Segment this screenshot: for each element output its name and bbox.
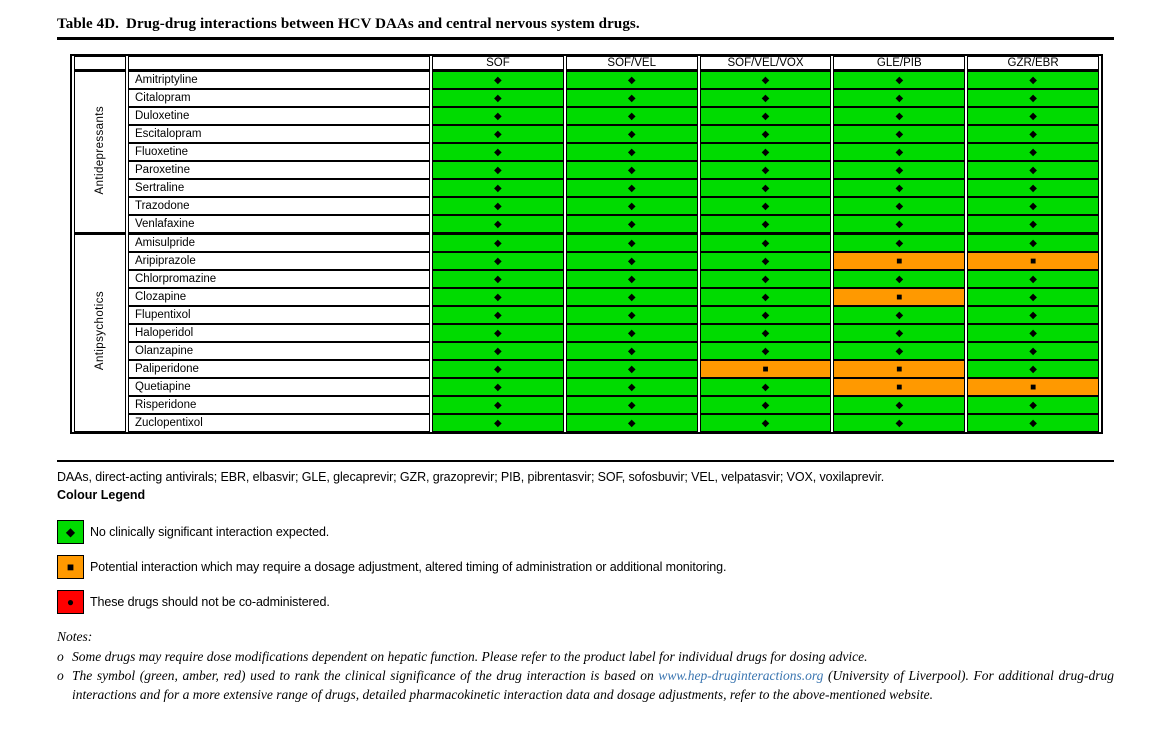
diamond-icon: ◆ bbox=[494, 182, 502, 194]
diamond-icon: ◆ bbox=[494, 255, 502, 267]
interaction-cell-green bbox=[700, 143, 832, 161]
interaction-cell-green bbox=[700, 179, 832, 197]
interaction-cell-amber bbox=[833, 288, 965, 306]
group-label-text: Antidepressants bbox=[94, 105, 106, 195]
interaction-cell-green bbox=[566, 143, 698, 161]
diamond-icon: ◆ bbox=[494, 200, 502, 212]
interaction-cell-green bbox=[566, 324, 698, 342]
diamond-icon: ◆ bbox=[761, 200, 770, 212]
drug-row bbox=[74, 125, 1099, 143]
diamond-icon: ◆ bbox=[494, 110, 502, 122]
diamond-icon: ◆ bbox=[627, 128, 636, 140]
notes-section bbox=[57, 627, 1114, 704]
interaction-cell-green bbox=[432, 125, 564, 143]
interaction-cell-green bbox=[432, 143, 564, 161]
header-row bbox=[74, 56, 1099, 71]
interaction-cell-green bbox=[967, 161, 1099, 179]
diamond-icon: ◆ bbox=[761, 291, 770, 303]
drug-row bbox=[74, 414, 1099, 432]
diamond-icon: ◆ bbox=[494, 381, 502, 393]
interaction-cell-green bbox=[833, 71, 965, 89]
interaction-cell-green bbox=[566, 396, 698, 414]
diamond-icon: ◆ bbox=[1029, 74, 1037, 86]
column-header-sof: SOF bbox=[432, 56, 564, 71]
interaction-cell-green bbox=[967, 143, 1099, 161]
corner-cell bbox=[74, 56, 126, 71]
interaction-cell-green bbox=[967, 342, 1099, 360]
diamond-icon: ◆ bbox=[761, 417, 770, 429]
interaction-cell-green bbox=[833, 197, 965, 215]
drug-name-cell: Escitalopram bbox=[128, 125, 430, 143]
diamond-icon: ◆ bbox=[895, 74, 904, 86]
column-header-sof-vel: SOF/VEL bbox=[566, 56, 698, 71]
interaction-cell-green bbox=[700, 125, 832, 143]
interaction-cell-green bbox=[432, 306, 564, 324]
group-label-text: Antipsychotics bbox=[94, 291, 106, 371]
interaction-cell-green bbox=[432, 215, 564, 233]
colour-legend bbox=[57, 520, 1114, 614]
diamond-icon: ◆ bbox=[761, 74, 770, 86]
diamond-icon: ◆ bbox=[1029, 164, 1037, 176]
diamond-icon: ◆ bbox=[1029, 237, 1037, 249]
diamond-icon: ◆ bbox=[761, 345, 770, 357]
interaction-cell-green bbox=[432, 71, 564, 89]
interaction-cell-green bbox=[700, 270, 832, 288]
drug-row bbox=[74, 360, 1099, 378]
drug-row bbox=[74, 252, 1099, 270]
diamond-icon: ◆ bbox=[494, 92, 502, 104]
diamond-icon: ◆ bbox=[1029, 327, 1037, 339]
interaction-cell-green bbox=[566, 215, 698, 233]
drug-row bbox=[74, 197, 1099, 215]
interaction-cell-green bbox=[566, 233, 698, 252]
diamond-icon: ◆ bbox=[1029, 200, 1037, 212]
diamond-icon: ◆ bbox=[895, 218, 904, 230]
interaction-cell-green bbox=[700, 378, 832, 396]
interaction-cell-green bbox=[967, 125, 1099, 143]
legend-swatch-green bbox=[57, 520, 84, 544]
interaction-cell-amber bbox=[967, 378, 1099, 396]
diamond-icon: ◆ bbox=[627, 327, 636, 339]
interaction-cell-green bbox=[967, 324, 1099, 342]
interaction-cell-green bbox=[833, 125, 965, 143]
interaction-cell-amber bbox=[833, 378, 965, 396]
interaction-cell-green bbox=[432, 107, 564, 125]
interaction-cell-green bbox=[833, 179, 965, 197]
drug-name-cell: Risperidone bbox=[128, 396, 430, 414]
diamond-icon: ◆ bbox=[895, 309, 904, 321]
interaction-cell-green bbox=[432, 252, 564, 270]
diamond-icon: ◆ bbox=[627, 74, 636, 86]
column-header-gle-pib: GLE/PIB bbox=[833, 56, 965, 71]
interaction-cell-green bbox=[566, 107, 698, 125]
diamond-icon: ◆ bbox=[761, 255, 770, 267]
interaction-cell-green bbox=[833, 414, 965, 432]
drug-row bbox=[74, 233, 1099, 252]
note-item bbox=[57, 647, 1114, 666]
drug-row bbox=[74, 179, 1099, 197]
diamond-icon: ◆ bbox=[1029, 92, 1037, 104]
group-label-antipsychotics bbox=[74, 233, 126, 432]
interaction-cell-green bbox=[700, 71, 832, 89]
interaction-cell-green bbox=[700, 324, 832, 342]
drug-row bbox=[74, 324, 1099, 342]
diamond-icon: ◆ bbox=[895, 417, 904, 429]
interaction-cell-green bbox=[967, 288, 1099, 306]
interaction-cell-green bbox=[700, 161, 832, 179]
diamond-icon: ◆ bbox=[494, 327, 502, 339]
interaction-cell-green bbox=[566, 89, 698, 107]
diamond-icon: ◆ bbox=[1029, 363, 1037, 375]
drug-name-cell: Paroxetine bbox=[128, 161, 430, 179]
diamond-icon: ◆ bbox=[494, 237, 502, 249]
interaction-cell-green bbox=[967, 71, 1099, 89]
diamond-icon: ◆ bbox=[761, 146, 770, 158]
interaction-cell-green bbox=[700, 197, 832, 215]
interaction-cell-green bbox=[566, 71, 698, 89]
diamond-icon: ◆ bbox=[494, 74, 502, 86]
drug-name-cell: Trazodone bbox=[128, 197, 430, 215]
interaction-cell-green bbox=[432, 342, 564, 360]
drug-row bbox=[74, 306, 1099, 324]
drug-name-cell: Clozapine bbox=[128, 288, 430, 306]
interaction-cell-green bbox=[967, 396, 1099, 414]
interaction-cell-green bbox=[967, 107, 1099, 125]
diamond-icon: ◆ bbox=[627, 291, 636, 303]
interaction-cell-green bbox=[432, 197, 564, 215]
diamond-icon: ◆ bbox=[895, 237, 904, 249]
drug-name-cell: Amitriptyline bbox=[128, 71, 430, 89]
note-item bbox=[57, 666, 1114, 704]
interaction-cell-green bbox=[566, 288, 698, 306]
diamond-icon: ◆ bbox=[1029, 128, 1037, 140]
interaction-cell-green bbox=[833, 143, 965, 161]
diamond-icon: ◆ bbox=[895, 92, 904, 104]
diamond-icon: ◆ bbox=[627, 218, 636, 230]
drug-name-cell: Citalopram bbox=[128, 89, 430, 107]
drug-name-cell: Venlafaxine bbox=[128, 215, 430, 233]
drug-row bbox=[74, 89, 1099, 107]
drug-row bbox=[74, 396, 1099, 414]
diamond-icon: ◆ bbox=[895, 128, 904, 140]
interaction-cell-green bbox=[700, 396, 832, 414]
diamond-icon: ◆ bbox=[761, 273, 770, 285]
drug-name-cell: Duloxetine bbox=[128, 107, 430, 125]
diamond-icon: ◆ bbox=[895, 164, 904, 176]
legend-title: Colour Legend bbox=[57, 488, 146, 502]
notes-title: Notes: bbox=[57, 629, 93, 644]
interaction-cell-green bbox=[432, 396, 564, 414]
diamond-icon: ◆ bbox=[627, 182, 636, 194]
drug-name-cell: Flupentixol bbox=[128, 306, 430, 324]
diamond-icon: ◆ bbox=[627, 399, 636, 411]
interactions-table bbox=[70, 54, 1103, 434]
drug-name-cell: Fluoxetine bbox=[128, 143, 430, 161]
diamond-icon: ◆ bbox=[627, 237, 636, 249]
footnote-rule bbox=[57, 460, 1114, 463]
drug-name-cell: Haloperidol bbox=[128, 324, 430, 342]
diamond-icon: ◆ bbox=[895, 327, 904, 339]
diamond-icon: ◆ bbox=[1029, 110, 1037, 122]
interaction-cell-green bbox=[566, 270, 698, 288]
interaction-cell-green bbox=[833, 89, 965, 107]
table-title bbox=[57, 15, 1114, 33]
interaction-cell-green bbox=[700, 342, 832, 360]
diamond-icon: ◆ bbox=[1029, 399, 1037, 411]
diamond-icon: ◆ bbox=[494, 417, 502, 429]
drug-name-cell: Olanzapine bbox=[128, 342, 430, 360]
diamond-icon: ◆ bbox=[761, 92, 770, 104]
diamond-icon: ◆ bbox=[627, 273, 636, 285]
interaction-cell-green bbox=[967, 197, 1099, 215]
diamond-icon: ◆ bbox=[895, 110, 904, 122]
drug-row bbox=[74, 288, 1099, 306]
diamond-icon: ◆ bbox=[65, 525, 76, 539]
interaction-cell-green bbox=[967, 233, 1099, 252]
legend-item-red bbox=[57, 590, 1114, 614]
diamond-icon: ◆ bbox=[627, 92, 636, 104]
table-header bbox=[74, 56, 1099, 71]
diamond-icon: ◆ bbox=[494, 291, 502, 303]
interaction-cell-green bbox=[833, 215, 965, 233]
drug-row bbox=[74, 143, 1099, 161]
diamond-icon: ◆ bbox=[627, 110, 636, 122]
diamond-icon: ◆ bbox=[761, 237, 770, 249]
diamond-icon: ◆ bbox=[494, 309, 502, 321]
diamond-icon: ◆ bbox=[1029, 309, 1037, 321]
legend-text: No clinically significant interaction expected. bbox=[90, 525, 330, 539]
interaction-cell-green bbox=[566, 179, 698, 197]
diamond-icon: ◆ bbox=[627, 200, 636, 212]
interaction-cell-green bbox=[566, 360, 698, 378]
drug-row bbox=[74, 215, 1099, 233]
diamond-icon: ◆ bbox=[761, 128, 770, 140]
interaction-cell-amber bbox=[833, 360, 965, 378]
drug-row bbox=[74, 378, 1099, 396]
drug-name-cell: Paliperidone bbox=[128, 360, 430, 378]
interaction-cell-green bbox=[833, 233, 965, 252]
interaction-cell-green bbox=[700, 288, 832, 306]
diamond-icon: ◆ bbox=[494, 146, 502, 158]
drug-name-cell: Sertraline bbox=[128, 179, 430, 197]
diamond-icon: ◆ bbox=[895, 200, 904, 212]
notes-list bbox=[57, 647, 1114, 704]
interaction-cell-green bbox=[566, 252, 698, 270]
interaction-cell-green bbox=[566, 306, 698, 324]
note-marker: o bbox=[57, 649, 64, 664]
interaction-cell-green bbox=[967, 360, 1099, 378]
circle-icon: ● bbox=[66, 595, 75, 609]
diamond-icon: ◆ bbox=[627, 363, 636, 375]
diamond-icon: ◆ bbox=[761, 309, 770, 321]
interaction-cell-green bbox=[833, 342, 965, 360]
interaction-cell-green bbox=[432, 360, 564, 378]
interaction-cell-green bbox=[566, 378, 698, 396]
diamond-icon: ◆ bbox=[494, 218, 502, 230]
interaction-cell-green bbox=[700, 233, 832, 252]
diamond-icon: ◆ bbox=[761, 381, 770, 393]
interaction-cell-green bbox=[432, 288, 564, 306]
interaction-cell-green bbox=[566, 414, 698, 432]
legend-swatch-red bbox=[57, 590, 84, 614]
diamond-icon: ◆ bbox=[761, 182, 770, 194]
square-icon: ■ bbox=[896, 381, 903, 393]
diamond-icon: ◆ bbox=[1029, 182, 1037, 194]
interaction-cell-green bbox=[833, 306, 965, 324]
legend-swatch-amber bbox=[57, 555, 84, 579]
drug-name-cell: Amisulpride bbox=[128, 233, 430, 252]
table-title-text: Drug-drug interactions between HCV DAAs and central nervous system drugs. bbox=[126, 16, 640, 32]
legend-item-green bbox=[57, 520, 1114, 544]
interaction-cell-green bbox=[432, 324, 564, 342]
diamond-icon: ◆ bbox=[1029, 345, 1037, 357]
square-icon: ■ bbox=[896, 291, 903, 303]
diamond-icon: ◆ bbox=[1029, 218, 1037, 230]
interaction-cell-green bbox=[566, 125, 698, 143]
diamond-icon: ◆ bbox=[761, 327, 770, 339]
interaction-cell-amber bbox=[967, 252, 1099, 270]
interaction-cell-green bbox=[432, 89, 564, 107]
title-rule bbox=[57, 37, 1114, 40]
drug-name-cell: Quetiapine bbox=[128, 378, 430, 396]
legend-text: These drugs should not be co-administered. bbox=[90, 595, 330, 609]
diamond-icon: ◆ bbox=[627, 345, 636, 357]
interaction-cell-green bbox=[432, 270, 564, 288]
interaction-cell-green bbox=[833, 107, 965, 125]
interaction-cell-green bbox=[700, 89, 832, 107]
diamond-icon: ◆ bbox=[761, 399, 770, 411]
interaction-cell-green bbox=[700, 306, 832, 324]
interaction-cell-green bbox=[833, 270, 965, 288]
diamond-icon: ◆ bbox=[1029, 417, 1037, 429]
diamond-icon: ◆ bbox=[761, 218, 770, 230]
diamond-icon: ◆ bbox=[1029, 291, 1037, 303]
diamond-icon: ◆ bbox=[494, 128, 502, 140]
interaction-cell-green bbox=[432, 233, 564, 252]
interaction-cell-green bbox=[967, 215, 1099, 233]
diamond-icon: ◆ bbox=[494, 363, 502, 375]
diamond-icon: ◆ bbox=[627, 164, 636, 176]
diamond-icon: ◆ bbox=[895, 146, 904, 158]
column-header-sof-vel-vox: SOF/VEL/VOX bbox=[700, 56, 832, 71]
abbreviations-line: DAAs, direct-acting antivirals; EBR, elbasvir; GLE, glecaprevir; GZR, grazoprevir; PIB, pibrentasvir; SOF, sofosbuvir; VEL, velpatasvir; VOX, voxilaprevir. bbox=[57, 470, 885, 484]
note-marker: o bbox=[57, 668, 64, 683]
drug-row bbox=[74, 161, 1099, 179]
table-body bbox=[74, 71, 1099, 432]
interaction-cell-green bbox=[566, 161, 698, 179]
interaction-cell-green bbox=[700, 215, 832, 233]
drug-row bbox=[74, 71, 1099, 89]
group-label-antidepressants bbox=[74, 71, 126, 233]
note-text: Some drugs may require dose modifications dependent on hepatic function. Please refer to the product label for individual drugs for dosing advice. bbox=[72, 649, 868, 664]
table-title-label: Table 4D. bbox=[57, 16, 120, 32]
interaction-cell-green bbox=[967, 414, 1099, 432]
square-icon: ■ bbox=[1030, 255, 1037, 267]
diamond-icon: ◆ bbox=[1029, 273, 1037, 285]
square-icon: ■ bbox=[896, 255, 903, 267]
diamond-icon: ◆ bbox=[627, 255, 636, 267]
diamond-icon: ◆ bbox=[627, 146, 636, 158]
legend-item-amber bbox=[57, 555, 1114, 579]
square-icon: ■ bbox=[762, 363, 769, 375]
column-header-gzr-ebr: GZR/EBR bbox=[967, 56, 1099, 71]
drug-name-cell: Aripiprazole bbox=[128, 252, 430, 270]
interaction-cell-green bbox=[566, 342, 698, 360]
diamond-icon: ◆ bbox=[895, 399, 904, 411]
diamond-icon: ◆ bbox=[494, 399, 502, 411]
diamond-icon: ◆ bbox=[627, 381, 636, 393]
corner-cell bbox=[128, 56, 430, 71]
interaction-cell-green bbox=[833, 161, 965, 179]
square-icon: ■ bbox=[896, 363, 903, 375]
drug-name-cell: Chlorpromazine bbox=[128, 270, 430, 288]
interaction-cell-green bbox=[432, 179, 564, 197]
interaction-cell-green bbox=[566, 197, 698, 215]
hep-druginteractions-link[interactable]: www.hep-druginteractions.org bbox=[658, 668, 824, 683]
diamond-icon: ◆ bbox=[494, 345, 502, 357]
drug-row bbox=[74, 107, 1099, 125]
drug-row bbox=[74, 270, 1099, 288]
diamond-icon: ◆ bbox=[1029, 146, 1037, 158]
diamond-icon: ◆ bbox=[895, 273, 904, 285]
note-text: The symbol (green, amber, red) used to rank the clinical significance of the drug interaction is based on www.hep-druginteractions.org (University of Liverpool). For additional drug-drug interactions and for a more extensive range of drugs, detailed pharmacokinetic interaction data and dosage adjustments, refer to the above-mentioned website. bbox=[72, 668, 1114, 702]
square-icon: ■ bbox=[66, 560, 75, 574]
interaction-cell-amber bbox=[833, 252, 965, 270]
diamond-icon: ◆ bbox=[761, 110, 770, 122]
diamond-icon: ◆ bbox=[627, 417, 636, 429]
drug-name-cell: Zuclopentixol bbox=[128, 414, 430, 432]
interaction-cell-green bbox=[700, 252, 832, 270]
diamond-icon: ◆ bbox=[494, 273, 502, 285]
diamond-icon: ◆ bbox=[627, 309, 636, 321]
interaction-cell-green bbox=[967, 270, 1099, 288]
interaction-cell-green bbox=[700, 107, 832, 125]
square-icon: ■ bbox=[1030, 381, 1037, 393]
interaction-cell-amber bbox=[700, 360, 832, 378]
interaction-cell-green bbox=[432, 378, 564, 396]
diamond-icon: ◆ bbox=[494, 164, 502, 176]
interaction-cell-green bbox=[432, 161, 564, 179]
drug-row bbox=[74, 342, 1099, 360]
interaction-cell-green bbox=[833, 324, 965, 342]
interaction-cell-green bbox=[967, 89, 1099, 107]
legend-text: Potential interaction which may require a dosage adjustment, altered timing of administration or additional monitoring. bbox=[90, 560, 727, 574]
interaction-cell-green bbox=[833, 396, 965, 414]
interaction-cell-green bbox=[967, 179, 1099, 197]
diamond-icon: ◆ bbox=[895, 182, 904, 194]
diamond-icon: ◆ bbox=[895, 345, 904, 357]
interaction-cell-green bbox=[967, 306, 1099, 324]
interaction-cell-green bbox=[700, 414, 832, 432]
diamond-icon: ◆ bbox=[761, 164, 770, 176]
interaction-cell-green bbox=[432, 414, 564, 432]
